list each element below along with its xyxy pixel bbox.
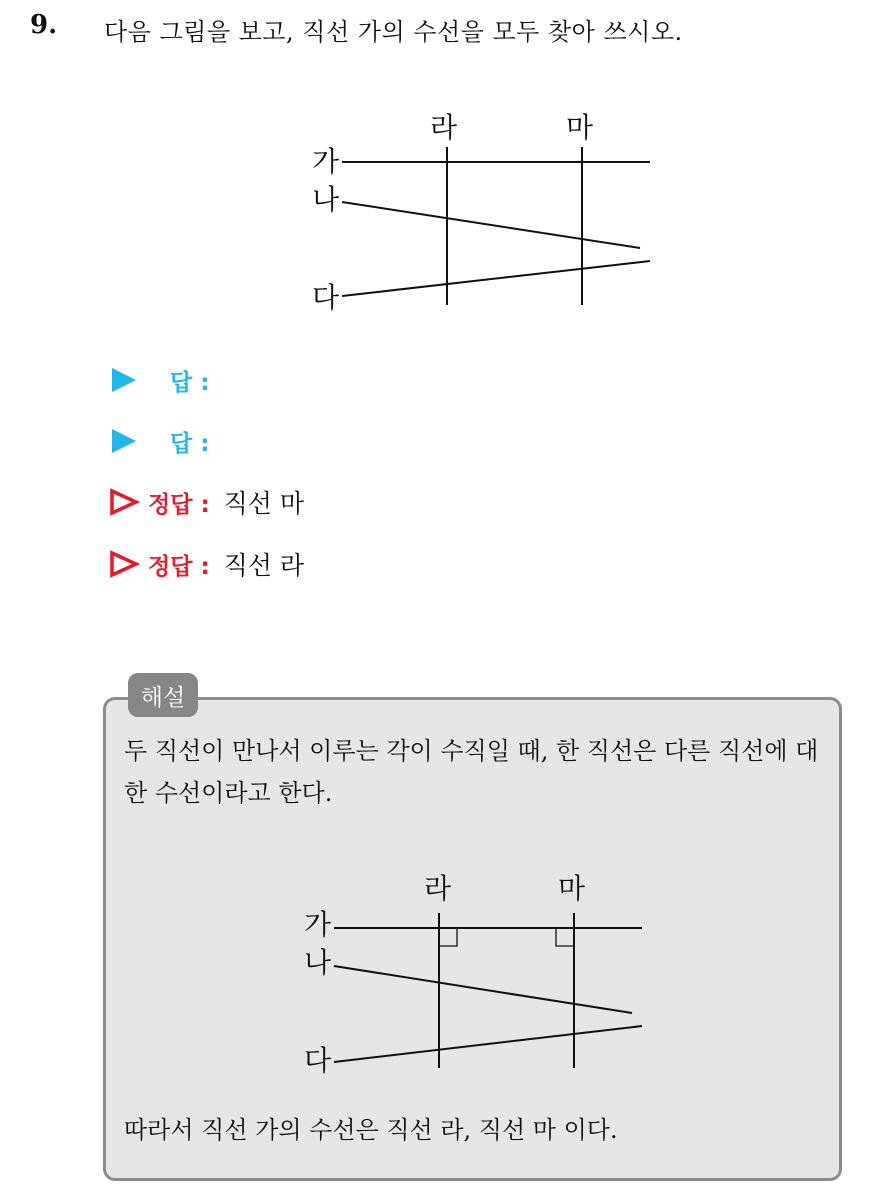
question-text: 다음 그림을 보고, 직선 가의 수선을 모두 찾아 쓰시오.: [104, 18, 683, 46]
answer-label: 답 :: [170, 430, 210, 457]
label-da: 다: [304, 1044, 332, 1077]
explanation-text: 두 직선이 만나서 이루는 각이 수직일 때, 한 직선은 다른 직선에 대한 수선이라고 한다.: [124, 737, 819, 807]
label-ma: 마: [566, 111, 594, 144]
line-na: [334, 966, 632, 1013]
correct-answer-value: 직선 라: [223, 551, 305, 580]
line-da: [334, 1026, 642, 1062]
label-na: 나: [304, 946, 332, 979]
line-da: [342, 261, 650, 296]
outline-play-marker-icon: [108, 549, 148, 579]
play-marker-icon: [108, 365, 148, 395]
correct-answer-row-2: [108, 544, 304, 584]
right-angle-mark: [556, 928, 574, 946]
label-da: 다: [312, 281, 340, 314]
label-ma: 마: [558, 872, 586, 905]
answer-label: 답 :: [170, 369, 210, 396]
correct-answer-row-1: [108, 482, 304, 522]
label-ra: 라: [424, 872, 452, 905]
label-ra: 라: [430, 111, 458, 144]
correct-answer-value: 직선 마: [223, 489, 305, 518]
label-na: 나: [312, 183, 340, 216]
line-na: [342, 202, 640, 248]
question-number: 9.: [30, 10, 58, 40]
answer-row-1: [108, 360, 209, 400]
explanation-figure: [292, 868, 672, 1088]
figure-lines: [300, 105, 680, 325]
play-marker-icon: [108, 426, 148, 456]
right-angle-mark: [439, 928, 457, 946]
explanation-conclusion: 따라서 직선 가의 수선은 직선 라, 직선 마 이다.: [124, 1116, 618, 1144]
correct-answer-label: 정답 :: [148, 553, 210, 580]
label-ga: 가: [304, 908, 332, 941]
outline-play-marker-icon: [108, 487, 148, 517]
explanation-tag: 해설: [128, 673, 198, 717]
answer-row-2: [108, 421, 209, 461]
correct-answer-label: 정답 :: [148, 491, 210, 518]
label-ga: 가: [312, 145, 340, 178]
